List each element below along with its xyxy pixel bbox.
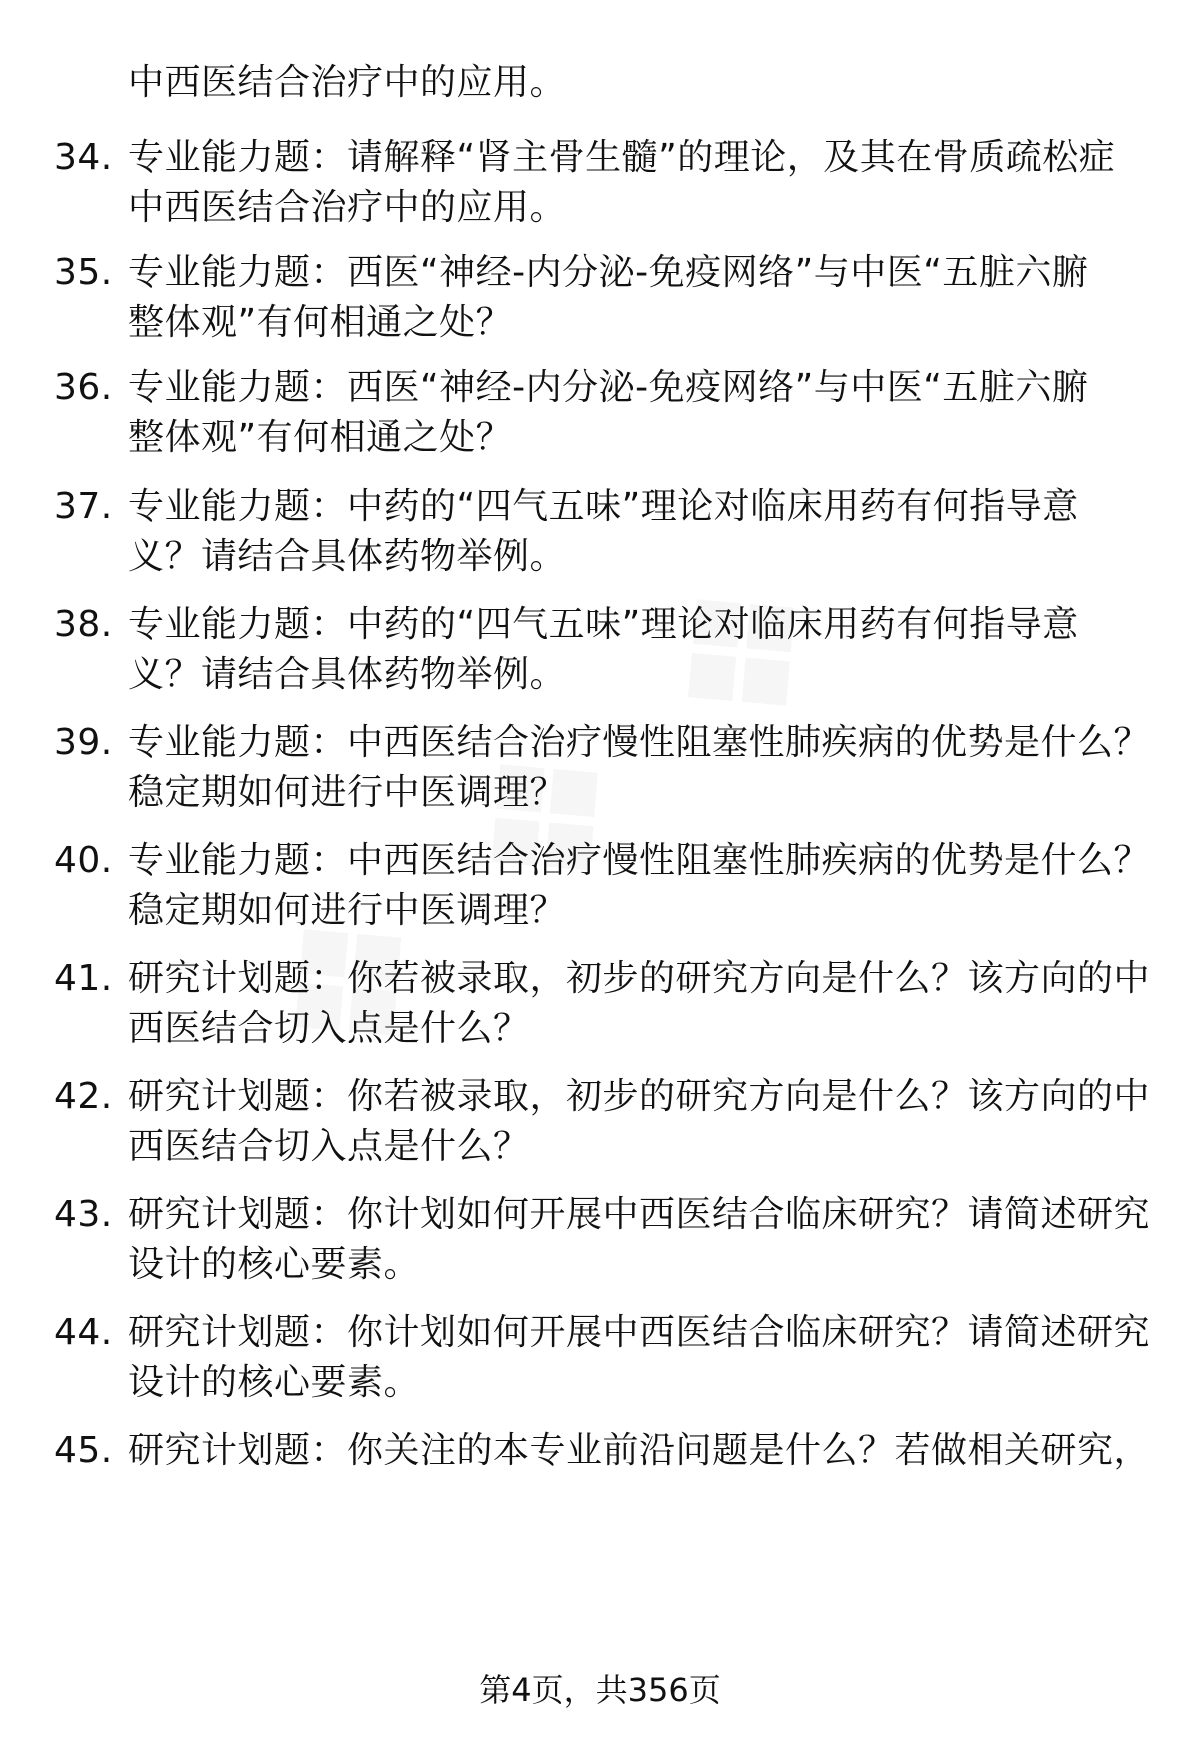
question-number: 44.: [54, 1312, 113, 1353]
continuation-text: [128, 58, 1148, 108]
question-line: 整体观”有何相通之处？: [128, 417, 513, 458]
question-line: 稳定期如何进行中医调理？: [128, 890, 567, 931]
question-text: [128, 363, 1148, 463]
question-text: [128, 718, 1151, 818]
continuation-line: 中西医结合治疗中的应用。: [128, 62, 567, 103]
question-line: 稳定期如何进行中医调理？: [128, 772, 567, 813]
question-number: 37.: [54, 486, 113, 527]
question-number: 40.: [54, 840, 113, 881]
question-line: 研究计划题：你若被录取，初步的研究方向是什么？该方向的中: [128, 958, 1151, 999]
question-line: 西医结合切入点是什么？: [128, 1126, 530, 1167]
question-line: 专业能力题：中西医结合治疗慢性阻塞性肺疾病的优势是什么？: [128, 840, 1151, 881]
question-number: 41.: [54, 958, 113, 999]
question-number: 43.: [54, 1194, 113, 1235]
question-text: [128, 1190, 1151, 1290]
question-text: [128, 248, 1148, 348]
question-line: 专业能力题：西医“神经-内分泌-免疫网络”与中医“五脏六腑: [128, 252, 1089, 293]
question-line: 研究计划题：你若被录取，初步的研究方向是什么？该方向的中: [128, 1076, 1151, 1117]
question-line: 专业能力题：请解释“肾主骨生髓”的理论，及其在骨质疏松症: [128, 137, 1116, 178]
question-number: 34.: [54, 137, 113, 178]
question-text: [128, 133, 1148, 233]
question-line: 专业能力题：西医“神经-内分泌-免疫网络”与中医“五脏六腑: [128, 367, 1089, 408]
question-line: 专业能力题：中药的“四气五味”理论对临床用药有何指导意: [128, 604, 1079, 645]
question-text: [128, 600, 1148, 700]
question-text: [128, 482, 1148, 582]
question-number: 42.: [54, 1076, 113, 1117]
question-line: 设计的核心要素。: [128, 1362, 421, 1403]
question-number: 35.: [54, 252, 113, 293]
question-line: 义？请结合具体药物举例。: [128, 654, 567, 695]
question-text: [128, 1426, 1151, 1476]
question-number: 38.: [54, 604, 113, 645]
question-line: 中西医结合治疗中的应用。: [128, 187, 567, 228]
question-line: 研究计划题：你关注的本专业前沿问题是什么？若做相关研究，: [128, 1430, 1151, 1471]
question-text: [128, 836, 1151, 936]
question-line: 研究计划题：你计划如何开展中西医结合临床研究？请简述研究: [128, 1312, 1151, 1353]
question-text: [128, 1308, 1151, 1408]
question-line: 西医结合切入点是什么？: [128, 1008, 530, 1049]
question-line: 专业能力题：中西医结合治疗慢性阻塞性肺疾病的优势是什么？: [128, 722, 1151, 763]
question-line: 设计的核心要素。: [128, 1244, 421, 1285]
question-number: 36.: [54, 367, 113, 408]
question-line: 整体观”有何相通之处？: [128, 302, 513, 343]
question-text: [128, 954, 1151, 1054]
question-line: 义？请结合具体药物举例。: [128, 536, 567, 577]
question-number: 39.: [54, 722, 113, 763]
question-text: [128, 1072, 1151, 1172]
question-line: 研究计划题：你计划如何开展中西医结合临床研究？请简述研究: [128, 1194, 1151, 1235]
page-footer: 第4页，共356页: [479, 1671, 721, 1709]
question-line: 专业能力题：中药的“四气五味”理论对临床用药有何指导意: [128, 486, 1079, 527]
question-number: 45.: [54, 1430, 113, 1471]
